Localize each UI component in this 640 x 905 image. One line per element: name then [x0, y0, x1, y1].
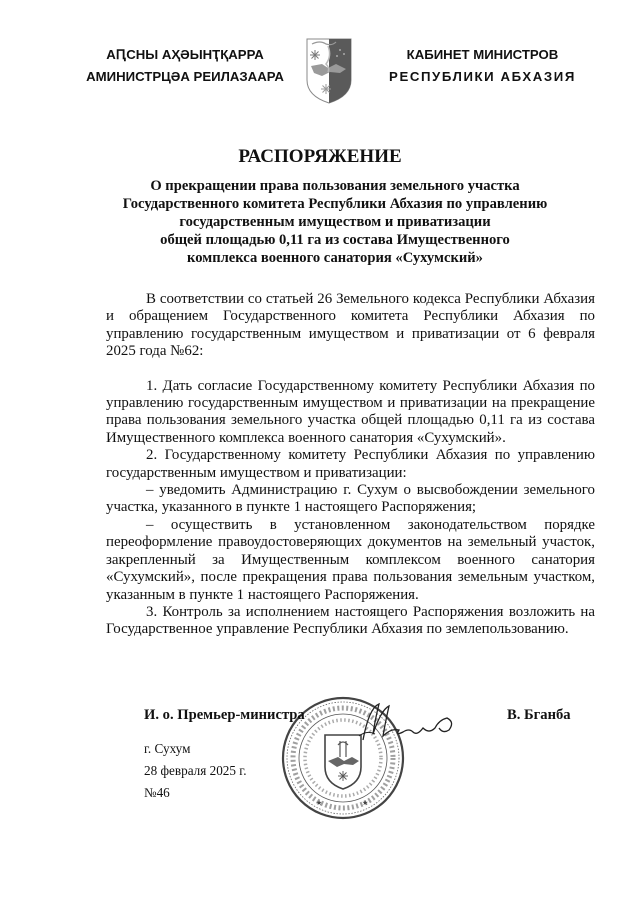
subject-line: общей площадью 0,11 га из состава Имущественного — [160, 232, 510, 248]
subject-line: комплекса военного санатория «Сухумский» — [187, 250, 483, 266]
document-subject — [100, 177, 570, 267]
header-russian-line2: РЕСПУБЛИКИ АБХАЗИЯ — [389, 69, 576, 84]
issue-date: 28 февраля 2025 г. — [144, 763, 247, 778]
coat-of-arms-icon — [306, 38, 352, 104]
header-abkhaz-line1: АԤСНЫ АҲӘЫНҬҚАРРА — [106, 47, 264, 62]
subject-line: государственным имуществом и приватизации — [179, 214, 491, 230]
item-1-paragraph: 1. Дать согласие Государственному комитету Республики Абхазия по управлению государственным имуществом и приватизации на прекращение права пользования земельного участка общей площадью 0,11 га из состава Имущественного комплекса военного санатория «Сухумский». — [106, 377, 595, 446]
document-number: №46 — [144, 785, 170, 800]
document-meta — [144, 738, 247, 804]
item-2-paragraph: 2. Государственному комитету Республики Абхазия по управлению государственным имуществом и приватизации: — [106, 447, 595, 481]
preamble-paragraph: В соответствии со статьей 26 Земельного кодекса Республики Абхазия и обращением Государственного комитета Республики Абхазия по управлению государственным имуществом и приватизации от 6 февраля 2025 года №62: — [106, 291, 595, 360]
document-body — [106, 291, 595, 639]
item-2-subitem-1: – уведомить Администрацию г. Сухум о высвобождении земельного участка, указанного в пункте 1 настоящего Распоряжения; — [106, 482, 595, 516]
svg-text:★: ★ — [316, 799, 323, 807]
header-abkhaz-line2: АМИНИСТРЦӘА РЕИЛАЗААРА — [86, 69, 284, 84]
subject-line: О прекращении права пользования земельного участка — [150, 178, 520, 194]
document-type-title: РАСПОРЯЖЕНИЕ — [238, 146, 402, 167]
subject-line: Государственного комитета Республики Абхазия по управлению — [122, 196, 548, 212]
header-russian — [385, 44, 580, 88]
svg-text:★: ★ — [362, 799, 369, 807]
signatory-name: В. Бганба — [507, 707, 571, 723]
item-2-subitem-2: – осуществить в установленном законодательством порядке переоформление правоудостоверяющих документов на земельный участок, закрепленный за Имущественным комплексом военного санатория «Сухумский», после прекращения права пользования земельным участком, указанным в пункте 1 настоящего Распоряжения. — [106, 516, 595, 603]
issue-city: г. Сухум — [144, 741, 191, 756]
header-russian-line1: КАБИНЕТ МИНИСТРОВ — [406, 47, 559, 62]
header-abkhaz — [75, 44, 295, 88]
signature-mark — [355, 700, 465, 745]
item-3-paragraph: 3. Контроль за исполнением настоящего Распоряжения возложить на Государственное управление Республики Абхазия по землепользованию. — [106, 603, 595, 638]
signatory-position: И. о. Премьер-министра — [144, 707, 305, 723]
